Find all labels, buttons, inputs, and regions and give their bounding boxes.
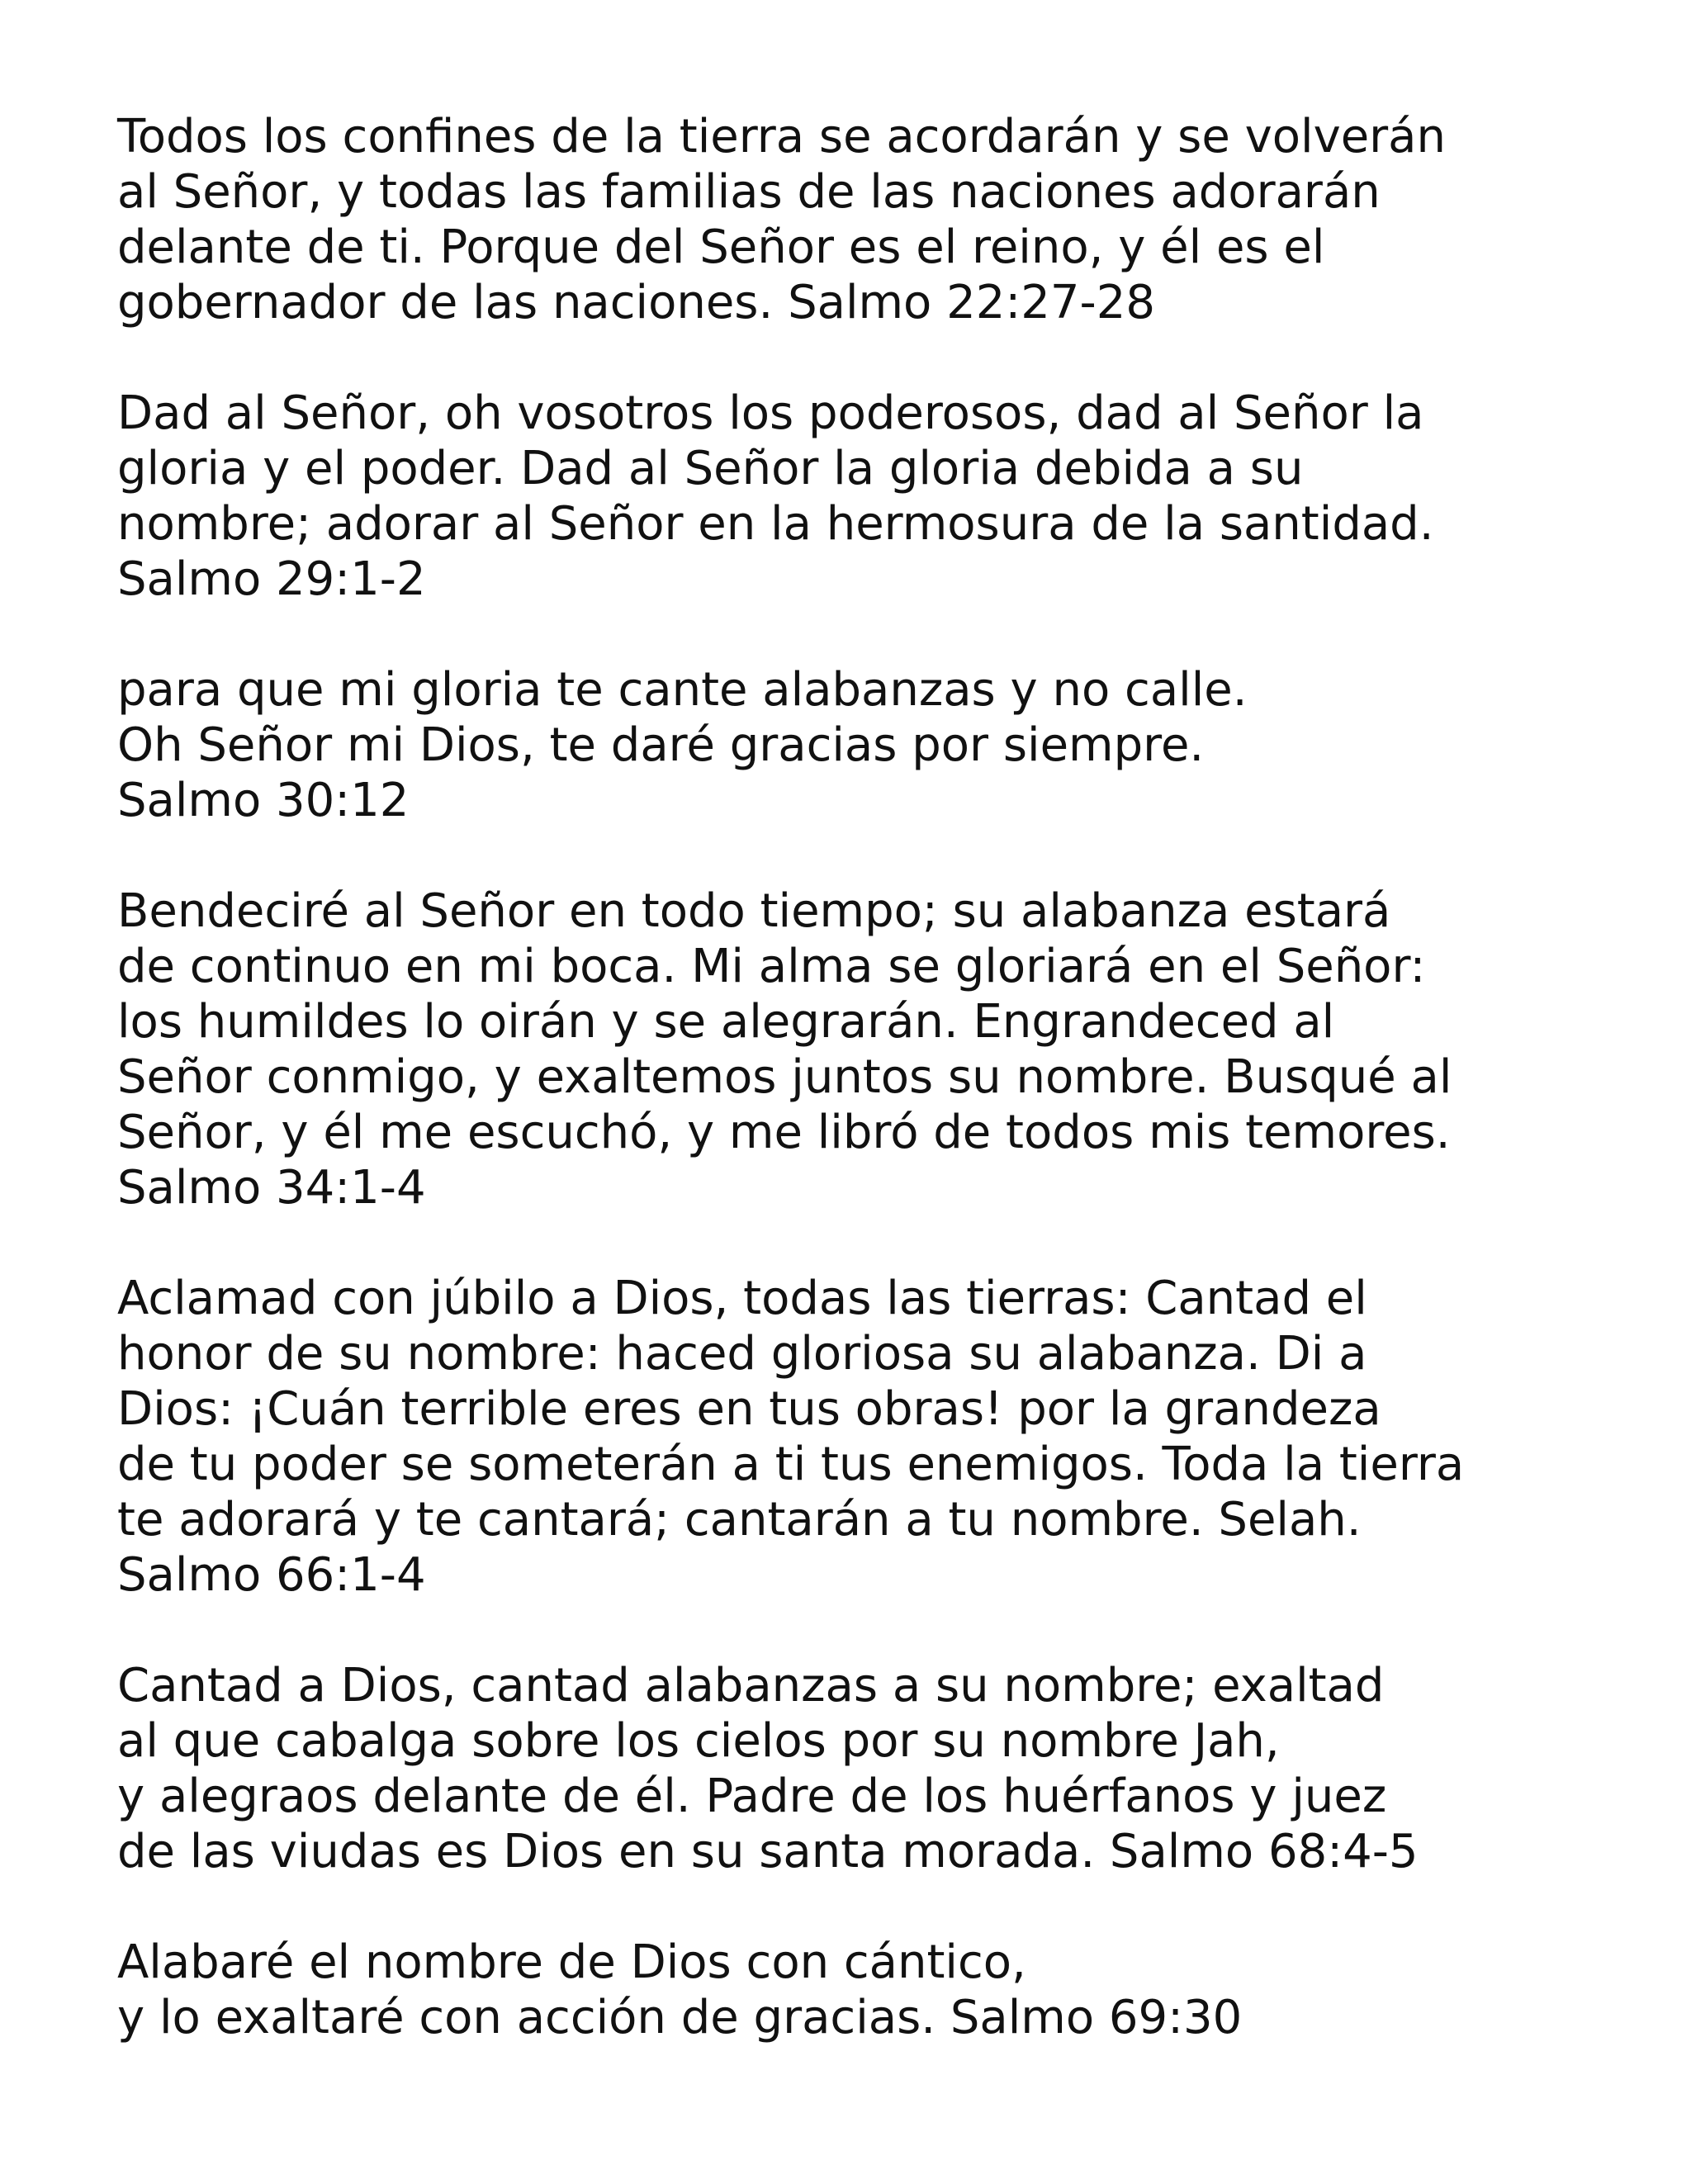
verse-paragraph-5 bbox=[117, 1271, 1653, 1603]
verse-paragraph-2 bbox=[117, 386, 1653, 607]
text-line: Oh Señor mi Dios, te daré gracias por siempre. bbox=[117, 718, 1205, 772]
text-line: Cantad a Dios, cantad alabanzas a su nombre; exaltad bbox=[117, 1659, 1385, 1713]
verse-paragraph-1 bbox=[117, 109, 1653, 330]
text-line: te adorará y te cantará; cantarán a tu nombre. Selah. bbox=[117, 1493, 1362, 1547]
verse-paragraph-4 bbox=[117, 884, 1653, 1215]
text-line: Señor conmigo, y exaltemos juntos su nombre. Busqué al bbox=[117, 1050, 1452, 1104]
text-line: los humildes lo oirán y se alegrarán. Engrandeced al bbox=[117, 995, 1335, 1049]
text-line: nombre; adorar al Señor en la hermosura de la santidad. bbox=[117, 497, 1434, 551]
text-line: y lo exaltaré con acción de gracias. Salmo 69:30 bbox=[117, 1991, 1243, 2044]
text-line: de las viudas es Dios en su santa morada. Salmo 68:4-5 bbox=[117, 1825, 1419, 1878]
text-line: Aclamad con júbilo a Dios, todas las tierras: Cantad el bbox=[117, 1272, 1367, 1325]
verse-paragraph-3 bbox=[117, 662, 1653, 828]
verse-paragraph-6 bbox=[117, 1658, 1653, 1879]
text-line: Bendeciré al Señor en todo tiempo; su alabanza estará bbox=[117, 884, 1391, 938]
text-line: Todos los confines de la tierra se acordarán y se volverán bbox=[117, 110, 1446, 163]
text-line: para que mi gloria te cante alabanzas y no calle. bbox=[117, 663, 1248, 717]
text-line: Dad al Señor, oh vosotros los poderosos, dad al Señor la bbox=[117, 386, 1424, 440]
text-line: Alabaré el nombre de Dios con cántico, bbox=[117, 1935, 1026, 1989]
text-line: y alegraos delante de él. Padre de los huérfanos y juez bbox=[117, 1769, 1387, 1823]
text-line: delante de ti. Porque del Señor es el reino, y él es el bbox=[117, 220, 1325, 274]
text-line: Señor, y él me escuchó, y me libró de todos mis temores. bbox=[117, 1106, 1451, 1159]
text-line: Salmo 29:1-2 bbox=[117, 552, 426, 606]
text-line: gobernador de las naciones. Salmo 22:27-28 bbox=[117, 276, 1155, 329]
text-line: de tu poder se someterán a ti tus enemigos. Toda la tierra bbox=[117, 1438, 1465, 1491]
text-line: al que cabalga sobre los cielos por su nombre Jah, bbox=[117, 1714, 1280, 1768]
text-line: Dios: ¡Cuán terrible eres en tus obras! por la grandeza bbox=[117, 1382, 1381, 1436]
text-line: Salmo 34:1-4 bbox=[117, 1161, 426, 1215]
document-body bbox=[117, 109, 1653, 2045]
text-line: gloria y el poder. Dad al Señor la gloria debida a su bbox=[117, 442, 1304, 495]
verse-paragraph-7 bbox=[117, 1935, 1653, 2045]
text-line: Salmo 66:1-4 bbox=[117, 1548, 426, 1602]
text-line: de continuo en mi boca. Mi alma se gloriará en el Señor: bbox=[117, 940, 1426, 993]
text-line: al Señor, y todas las familias de las naciones adorarán bbox=[117, 165, 1381, 219]
text-line: honor de su nombre: haced gloriosa su alabanza. Di a bbox=[117, 1327, 1367, 1381]
text-line: Salmo 30:12 bbox=[117, 774, 410, 827]
